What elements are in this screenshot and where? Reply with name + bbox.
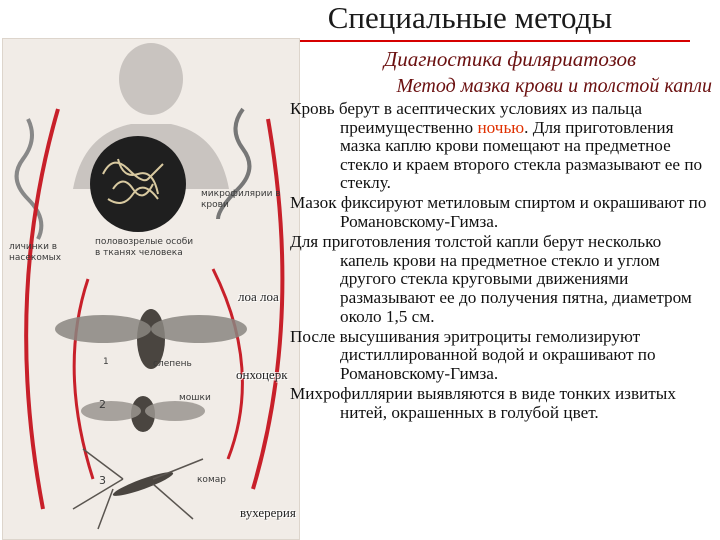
- wuchereria-label: вухерерия: [240, 505, 296, 520]
- mosquito-drawing: [73, 449, 203, 529]
- blackfly-label: мошки: [179, 393, 211, 403]
- adults-label: половозрелые особи в тканях человека: [95, 237, 194, 258]
- method-title: Метод мазка крови и толстой капли: [396, 75, 712, 97]
- number-3: 3: [99, 474, 106, 487]
- paragraph-fixation: Мазок фиксируют метиловым спиртом и окрашивают по Романовскому-Гимза.: [290, 193, 707, 232]
- highlight-night: ночью: [477, 117, 525, 137]
- paragraph-detection: Михрофиллярии выявляются в виде тонких извитых нитей, окрашенных в голубой цвет.: [290, 383, 676, 422]
- larva-worm: [17, 119, 42, 239]
- loa-loa-label: лоа лоа: [238, 289, 279, 304]
- method-description: [290, 100, 712, 424]
- section-subtitle: Диагностика филяриатозов: [383, 47, 637, 71]
- microfilariae-label: микрофилярии в крови: [201, 189, 281, 210]
- slide-title: Специальные методы: [327, 0, 613, 35]
- number-2: 2: [99, 398, 106, 411]
- onchocerca-label: онхоцерк: [236, 367, 288, 382]
- horsefly-drawing: [55, 309, 247, 369]
- paragraph-1-text-end: . Для приготовления мазка каплю крови помещают на предметное стекло и краем второго стекла размазывают ее по стеклу.: [340, 117, 703, 193]
- adult-worms-circle: [90, 136, 186, 232]
- title-divider: [290, 40, 690, 42]
- cycle-arrow-left: [26, 109, 58, 509]
- paragraph-thick-drop: Для приготовления толстой капли берут несколько капель крови на предметное стекло и углом другого стекла круговыми движениями размазывают ее до получения пятна, диаметром около 1,5 см.: [290, 232, 692, 326]
- larvae-label: личинки в насекомых: [9, 242, 62, 263]
- paragraph-blood-sampling: [290, 100, 712, 193]
- horsefly-label: слепень: [153, 359, 192, 369]
- mosquito-label: комар: [197, 475, 226, 485]
- paragraph-1-text-start: Кровь берут в асептических условиях из пальца преимущественно: [290, 99, 643, 137]
- paragraph-hemolysis: После высушивания эритроциты гемолизируют дистиллированной водой и окрашивают по Романовскому-Гимза.: [290, 326, 656, 383]
- number-1: 1: [103, 357, 109, 367]
